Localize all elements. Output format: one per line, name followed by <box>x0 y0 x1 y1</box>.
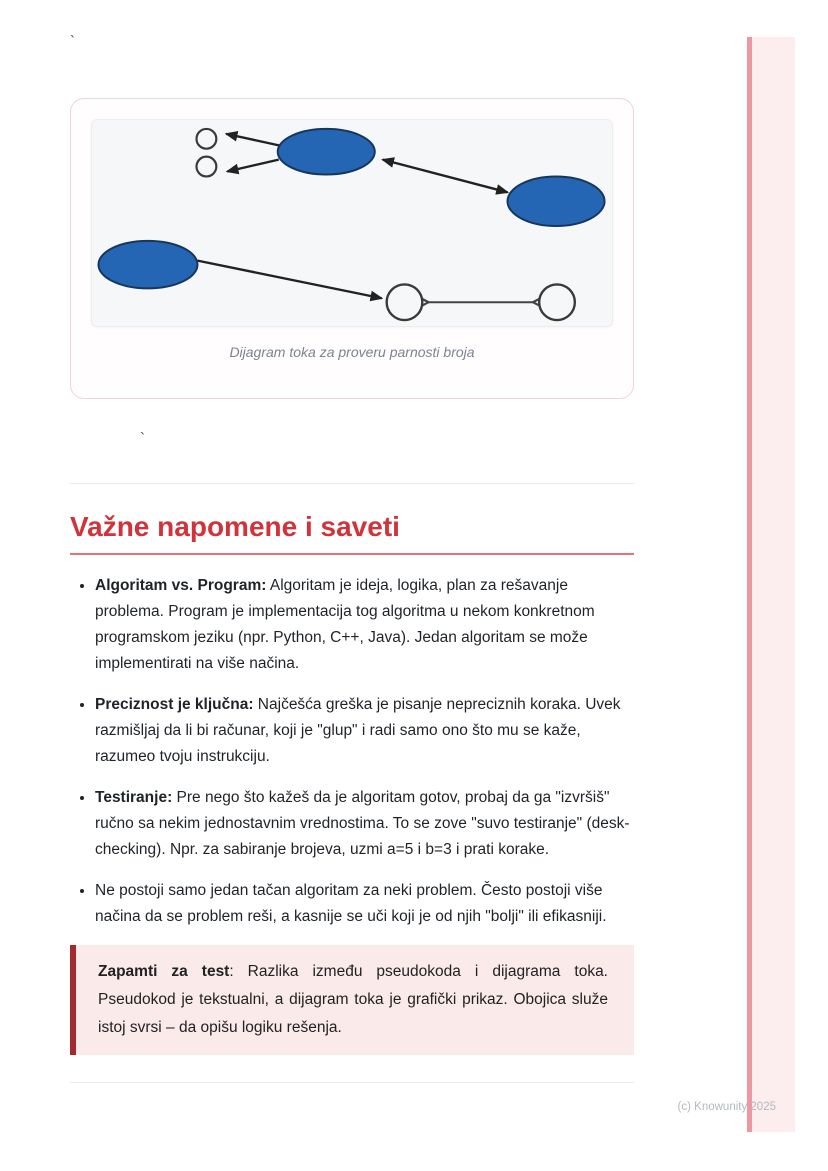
stray-backtick-top: ` <box>70 33 75 50</box>
copyright-footer: (c) Knowunity 2025 <box>677 1101 776 1113</box>
list-item-text: Ne postoji samo jedan tačan algoritam za neki problem. Često postoji više načina da se problem reši, a kasnije se uči koji je od njih "bolji" ili efikasniji. <box>95 882 607 925</box>
callout-text: : Razlika između pseudokoda i dijagrama toka. Pseudokod je tekstualni, a dijagram toka je grafički prikaz. Obojica služe istoj svrsi – da opišu logiku rešenja. <box>98 963 608 1036</box>
callout-box <box>70 945 634 1055</box>
page-edge-stripe <box>747 37 752 1132</box>
content-column <box>70 0 634 1083</box>
list-item <box>95 691 634 770</box>
list-item-lead: Algoritam vs. Program: <box>95 577 267 594</box>
page-edge-bar <box>747 37 795 1132</box>
divider-bottom <box>70 1082 634 1083</box>
stray-backtick-middle: ` <box>140 430 145 447</box>
list-item-text: Pre nego što kažeš da je algoritam gotov, probaj da ga "izvršiš" ručno sa nekim jednostavnim vrednostima. To se zove "suvo testiranje" (desk-checking). Npr. za sabiranje brojeva, uzmi a=5 i b=3 i prati korake. <box>95 789 630 858</box>
figure-card <box>70 98 634 399</box>
list-item <box>95 572 634 677</box>
list-item-lead: Preciznost je ključna: <box>95 696 254 713</box>
list-item-text: Algoritam je ideja, logika, plan za rešavanje problema. Program je implementacija tog algoritma u nekom konkretnom programskom jeziku (npr. Python, C++, Java). Jedan algoritam se može implementirati na više načina. <box>95 577 595 672</box>
notes-list <box>70 572 634 930</box>
list-item <box>95 877 634 930</box>
divider-top <box>70 483 634 484</box>
list-item-lead: Testiranje: <box>95 789 173 806</box>
flowchart-drawing <box>92 120 612 326</box>
flowchart-image <box>91 119 613 327</box>
figure-caption: Dijagram toka za proveru parnosti broja <box>229 344 475 360</box>
list-item <box>95 784 634 863</box>
list-item-text: Najčešća greška je pisanje nepreciznih koraka. Uvek razmišljaj da li bi računar, koji je "glup" i radi samo ono što mu se kaže, razumeo tvoju instrukciju. <box>95 696 621 765</box>
section-heading: Važne napomene i saveti <box>70 510 634 555</box>
callout-lead: Zapamti za test <box>98 963 230 980</box>
